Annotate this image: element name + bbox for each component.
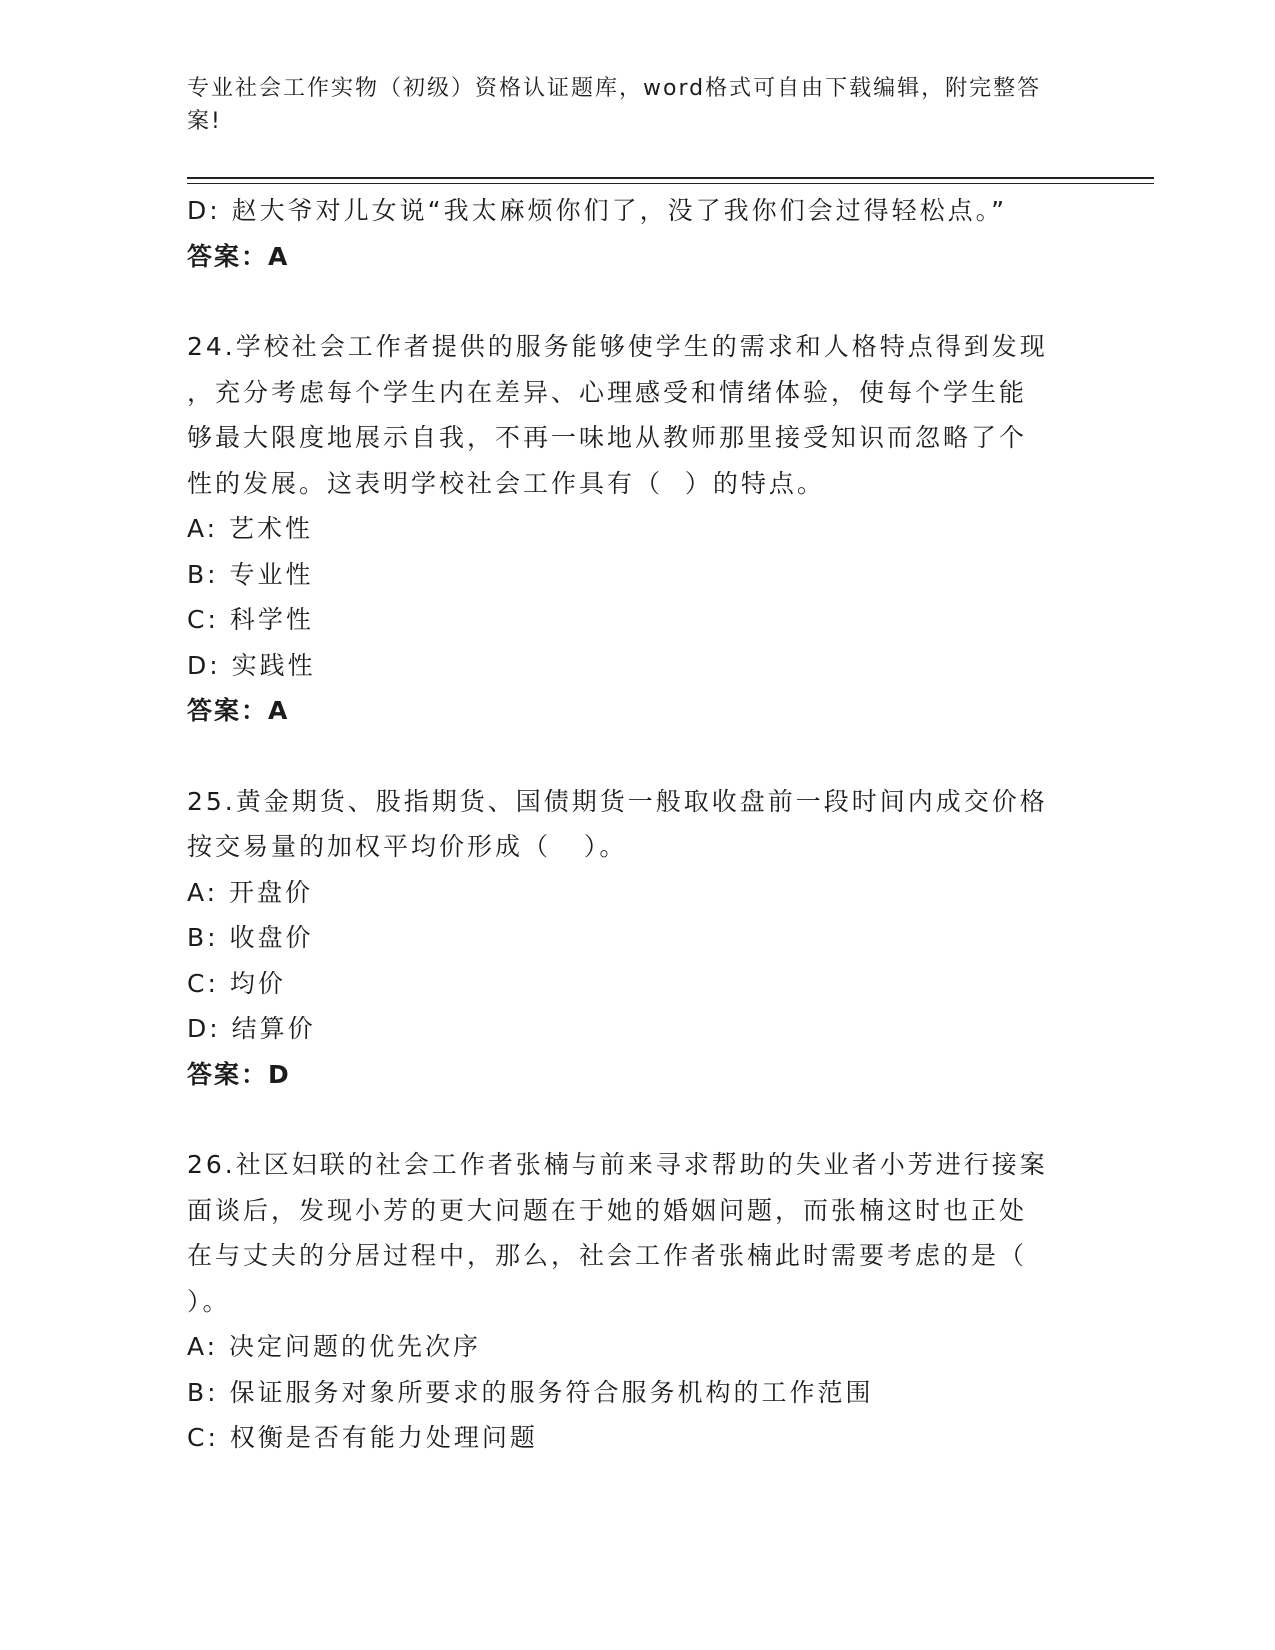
option-d: D: 结算价 <box>187 1014 316 1043</box>
option-a: A: 开盘价 <box>187 877 314 907</box>
answer: 答案：A <box>187 241 290 271</box>
option-a: A: 艺术性 <box>187 514 314 543</box>
question-stem-line: ）。 <box>187 1286 231 1316</box>
question-stem-line: 按交易量的加权平均价形成（ ）。 <box>187 832 628 861</box>
option-b: B: 收盘价 <box>187 923 314 952</box>
header-line-2: 案! <box>187 109 222 134</box>
question-stem-line: 面谈后，发现小芳的更大问题在于她的婚姻问题，而张楠这时也正处 <box>187 1195 1028 1225</box>
answer: 答案：D <box>187 1059 291 1089</box>
option-b: B: 保证服务对象所要求的服务符合服务机构的工作范围 <box>187 1377 874 1407</box>
option-d: D: 实践性 <box>187 650 316 680</box>
question-content <box>187 188 1087 1461</box>
question-stem-line: 在与丈夫的分居过程中，那么，社会工作者张楠此时需要考虑的是（ <box>187 1241 1028 1270</box>
document-header <box>187 72 1067 138</box>
option-c: C: 科学性 <box>187 605 314 634</box>
header-rule-thick <box>187 177 1154 179</box>
answer: 答案：A <box>187 696 290 725</box>
option-d: D: 赵大爷对儿女说“我太麻烦你们了，没了我你们会过得轻松点。” <box>187 196 1008 225</box>
question-stem-line: 性的发展。这表明学校社会工作具有（ ）的特点。 <box>187 468 825 498</box>
question-stem-line: ，充分考虑每个学生内在差异、心理感受和情绪体验，使每个学生能 <box>187 377 1028 407</box>
header-line-1: 专业社会工作实物（初级）资格认证题库，word格式可自由下载编辑，附完整答 <box>187 76 1042 101</box>
question-stem-line: 够最大限度地展示自我，不再一味地从教师那里接受知识而忽略了个 <box>187 423 1028 452</box>
header-rule-thin <box>187 183 1154 184</box>
option-b: B: 专业性 <box>187 559 314 589</box>
option-c: C: 均价 <box>187 968 286 998</box>
question-stem-line: 26.社区妇联的社会工作者张楠与前来寻求帮助的失业者小芳进行接案 <box>187 1150 1048 1179</box>
question-24 <box>187 324 1087 734</box>
question-26 <box>187 1142 1087 1461</box>
question-stem-line: 24.学校社会工作者提供的服务能够使学生的需求和人格特点得到发现 <box>187 332 1048 361</box>
question-stem-line: 25.黄金期货、股指期货、国债期货一般取收盘前一段时间内成交价格 <box>187 786 1048 816</box>
option-a: A: 决定问题的优先次序 <box>187 1332 482 1361</box>
question-25 <box>187 779 1087 1098</box>
option-c: C: 权衡是否有能力处理问题 <box>187 1423 538 1452</box>
